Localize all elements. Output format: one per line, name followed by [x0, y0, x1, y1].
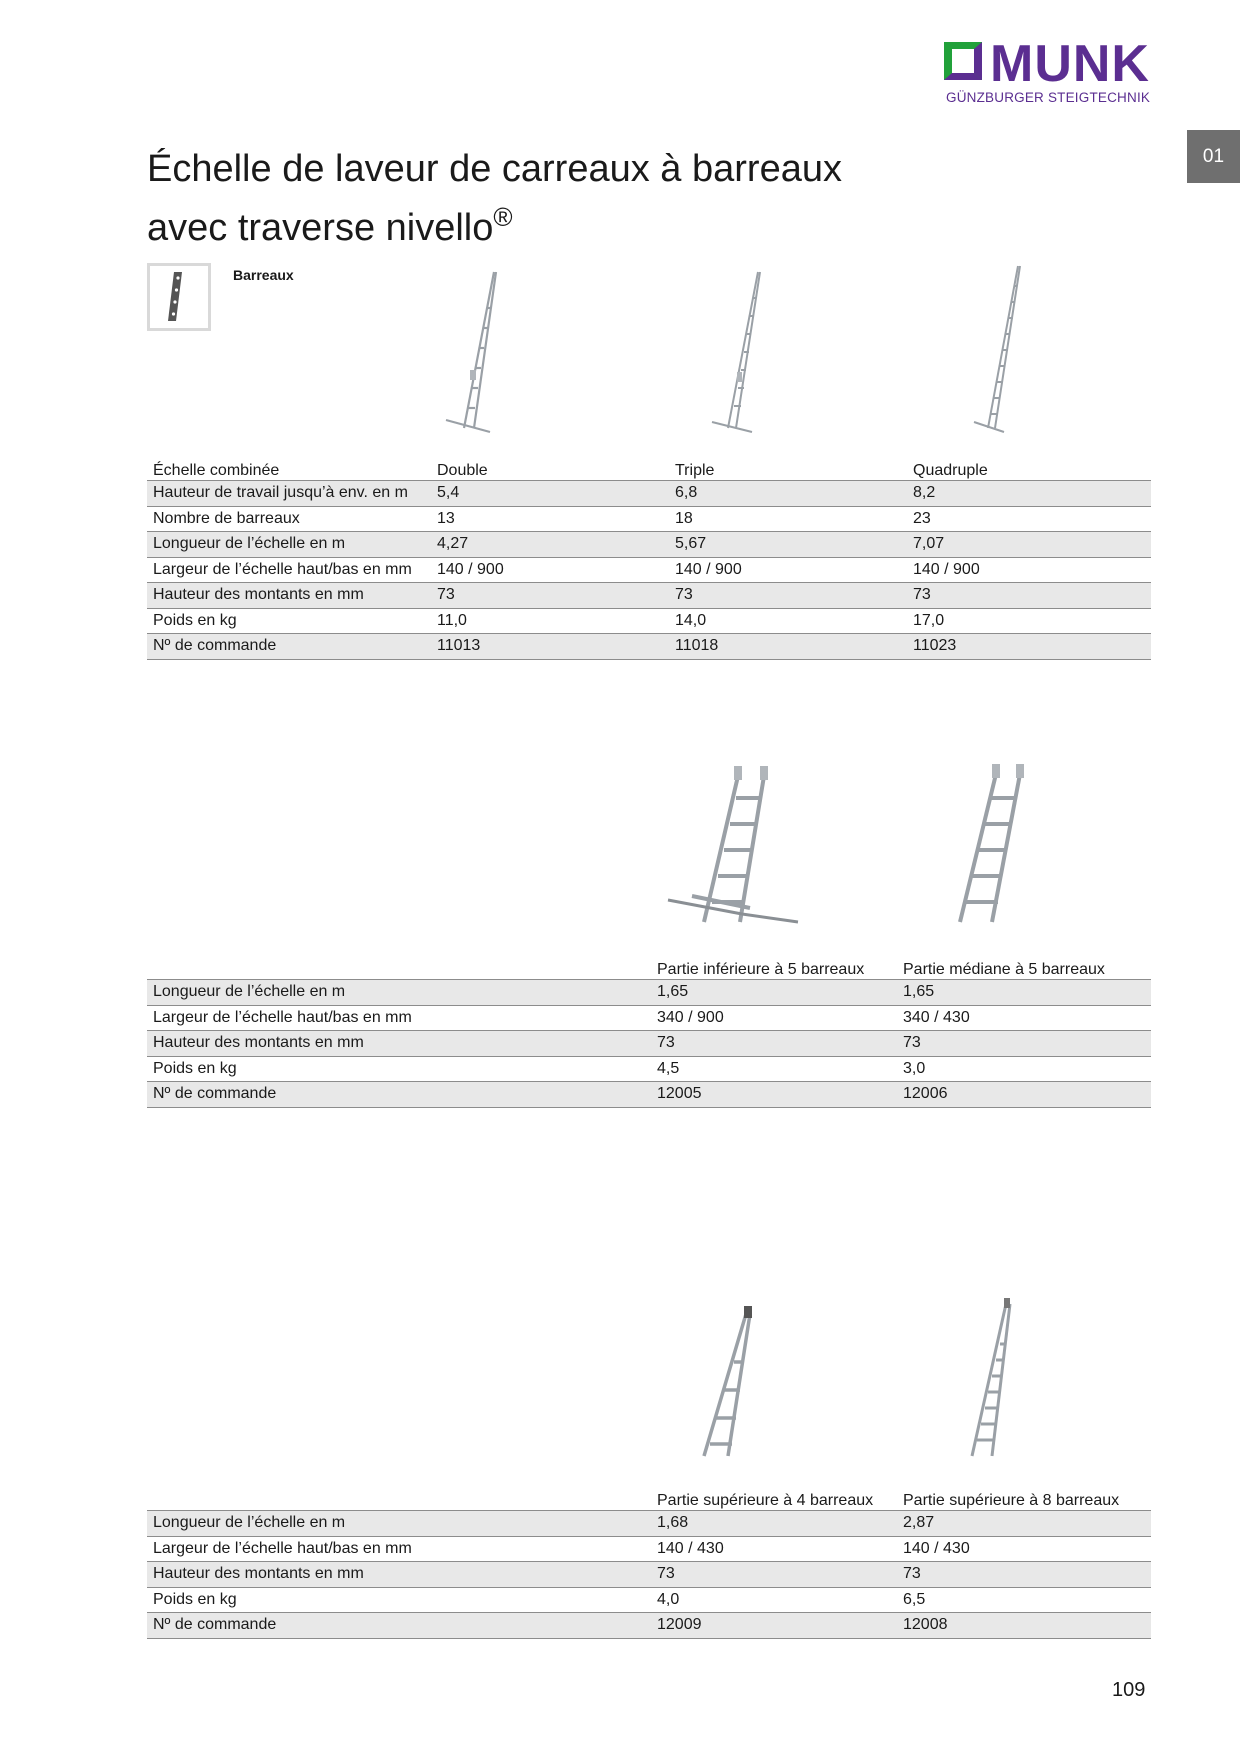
row-label-cell: Hauteur des montants en mm [147, 1031, 651, 1057]
rung-type-label: Barreaux [233, 267, 294, 283]
row-label-cell: Largeur de l’échelle haut/bas en mm [147, 1536, 651, 1562]
value-cell: 12009 [651, 1613, 897, 1639]
value-cell: 73 [431, 583, 669, 609]
value-cell: 8,2 [907, 481, 1151, 507]
value-cell: 1,65 [897, 980, 1151, 1006]
table-row [147, 1005, 1151, 1031]
row-label-cell: Longueur de l’échelle en m [147, 532, 431, 558]
row-label-cell: Hauteur des montants en mm [147, 1562, 651, 1588]
table-header-cell: Partie médiane à 5 barreaux [897, 954, 1151, 980]
table-header-cell: Quadruple [907, 455, 1151, 481]
row-label-cell: Hauteur de travail jusqu’à env. en m [147, 481, 431, 507]
title-line-1: Échelle de laveur de carreaux à barreaux [147, 148, 842, 190]
row-label-cell: Nombre de barreaux [147, 506, 431, 532]
value-cell: 4,5 [651, 1056, 897, 1082]
value-cell: 1,68 [651, 1511, 897, 1537]
value-cell: 6,5 [897, 1587, 1151, 1613]
table-row [147, 506, 1151, 532]
value-cell: 73 [897, 1031, 1151, 1057]
combined-ladder-table [147, 455, 1151, 660]
table-row [147, 1056, 1151, 1082]
table-header-cell: Partie supérieure à 4 barreaux [651, 1485, 897, 1511]
quadruple-ladder-image [962, 262, 1022, 434]
row-label-cell: Nº de commande [147, 1613, 651, 1639]
table-row [147, 481, 1151, 507]
table-row [147, 1613, 1151, 1639]
value-cell: 12008 [897, 1613, 1151, 1639]
page-number: 109 [1112, 1679, 1146, 1701]
value-cell: 18 [669, 506, 907, 532]
row-label-cell: Poids en kg [147, 1587, 651, 1613]
value-cell: 12006 [897, 1082, 1151, 1108]
table-row [147, 1511, 1151, 1537]
value-cell: 140 / 430 [651, 1536, 897, 1562]
table-header-cell: Échelle combinée [147, 455, 431, 481]
rung-ladder-icon [147, 263, 211, 331]
value-cell: 4,0 [651, 1587, 897, 1613]
value-cell: 13 [431, 506, 669, 532]
value-cell: 140 / 430 [897, 1536, 1151, 1562]
table-row [147, 1587, 1151, 1613]
registered-mark: ® [493, 202, 513, 232]
value-cell: 11,0 [431, 608, 669, 634]
row-label-cell: Poids en kg [147, 1056, 651, 1082]
title-line-2-text: avec traverse nivello [147, 207, 494, 249]
row-label-cell: Nº de commande [147, 634, 431, 660]
table-header-cell [147, 1485, 651, 1511]
table-row [147, 532, 1151, 558]
value-cell: 340 / 430 [897, 1005, 1151, 1031]
value-cell: 7,07 [907, 532, 1151, 558]
table-row [147, 608, 1151, 634]
munk-logo [944, 35, 1152, 108]
triple-ladder-image [704, 268, 764, 434]
value-cell: 73 [907, 583, 1151, 609]
page-title [147, 145, 947, 252]
table-header-cell: Double [431, 455, 669, 481]
table-header-cell: Partie supérieure à 8 barreaux [897, 1485, 1151, 1511]
chapter-tab[interactable]: 01 [1187, 130, 1240, 183]
value-cell: 3,0 [897, 1056, 1151, 1082]
logo-square-icon [944, 42, 984, 82]
table-row [147, 1562, 1151, 1588]
row-label-cell: Longueur de l’échelle en m [147, 980, 651, 1006]
table-header-row [147, 954, 1151, 980]
row-label-cell: Longueur de l’échelle en m [147, 1511, 651, 1537]
table-header-row [147, 1485, 1151, 1511]
table-header-cell [147, 954, 651, 980]
value-cell: 73 [897, 1562, 1151, 1588]
table-row [147, 557, 1151, 583]
upper-parts-table [147, 1485, 1151, 1639]
value-cell: 140 / 900 [431, 557, 669, 583]
value-cell: 6,8 [669, 481, 907, 507]
value-cell: 14,0 [669, 608, 907, 634]
table-row [147, 1031, 1151, 1057]
value-cell: 5,67 [669, 532, 907, 558]
title-line-2 [147, 193, 947, 252]
table-row [147, 1082, 1151, 1108]
value-cell: 11023 [907, 634, 1151, 660]
value-cell: 73 [669, 583, 907, 609]
row-label-cell: Hauteur des montants en mm [147, 583, 431, 609]
lower-part-image [660, 762, 806, 932]
value-cell: 12005 [651, 1082, 897, 1108]
table-row [147, 980, 1151, 1006]
value-cell: 2,87 [897, 1511, 1151, 1537]
table-row [147, 1536, 1151, 1562]
value-cell: 73 [651, 1031, 897, 1057]
value-cell: 11013 [431, 634, 669, 660]
row-label-cell: Poids en kg [147, 608, 431, 634]
value-cell: 11018 [669, 634, 907, 660]
row-label-cell: Nº de commande [147, 1082, 651, 1108]
value-cell: 340 / 900 [651, 1005, 897, 1031]
table-header-cell: Partie inférieure à 5 barreaux [651, 954, 897, 980]
logo-subtitle: GÜNZBURGER STEIGTECHNIK [946, 90, 1151, 105]
value-cell: 73 [651, 1562, 897, 1588]
row-label-cell: Largeur de l’échelle haut/bas en mm [147, 557, 431, 583]
table-header-cell: Triple [669, 455, 907, 481]
table-row [147, 583, 1151, 609]
upper-part-4-image [690, 1304, 780, 1464]
row-label-cell: Largeur de l’échelle haut/bas en mm [147, 1005, 651, 1031]
upper-part-8-image [958, 1296, 1028, 1464]
value-cell: 140 / 900 [669, 557, 907, 583]
value-cell: 5,4 [431, 481, 669, 507]
value-cell: 1,65 [651, 980, 897, 1006]
value-cell: 140 / 900 [907, 557, 1151, 583]
middle-part-image [928, 762, 1028, 932]
double-ladder-image [440, 268, 500, 434]
value-cell: 17,0 [907, 608, 1151, 634]
logo-wordmark: MUNK [990, 35, 1150, 93]
lower-middle-parts-table [147, 954, 1151, 1108]
value-cell: 23 [907, 506, 1151, 532]
value-cell: 4,27 [431, 532, 669, 558]
table-row [147, 634, 1151, 660]
table-header-row [147, 455, 1151, 481]
